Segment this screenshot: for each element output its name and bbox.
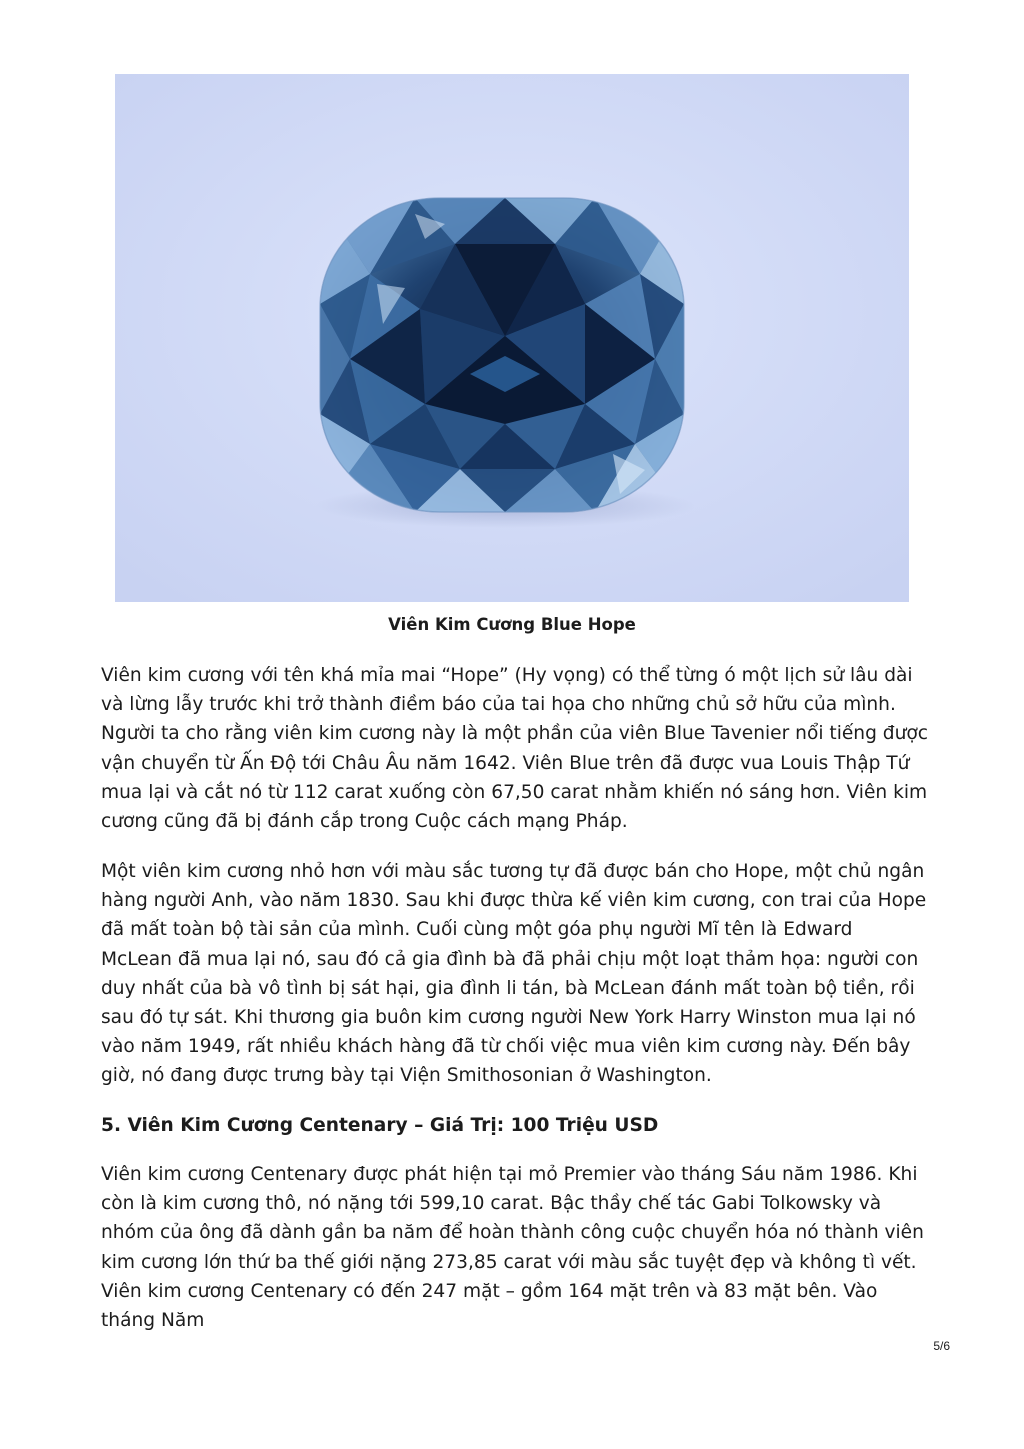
blue-diamond-illustration: [115, 74, 909, 602]
paragraph-hope-history: Viên kim cương với tên khá mỉa mai “Hope” (Hy vọng) có thể từng ó một lịch sử lâu dài và lừng lẫy trước khi trở thành điềm báo của tai họa cho những chủ sở hữu của mình. Người ta cho rằng viên kim cương này là một phần của viên Blue Tavenier nổi tiếng được vận chuyển từ Ấn Độ tới Châu Âu năm 1642. Viên Blue trên đã được vua Louis Thập Tứ mua lại và cắt nó từ 112 carat xuống còn 67,50 carat nhằm khiến nó sáng hơn. Viên kim cương cũng đã bị đánh cắp trong Cuộc cách mạng Pháp.: [101, 665, 928, 833]
section-heading: 5. Viên Kim Cương Centenary – Giá Trị: 100 Triệu USD: [101, 1115, 659, 1136]
paragraph-hope-curse: Một viên kim cương nhỏ hơn với màu sắc tương tự đã được bán cho Hope, một chủ ngân hàng người Anh, vào năm 1830. Sau khi được thừa kế viên kim cương, con trai của Hope đã mất toàn bộ tài sản của mình. Cuối cùng một góa phụ người Mĩ tên là Edward McLean đã mua lại nó, sau đó cả gia đình bà đã phải chịu một loạt thảm họa: người con duy nhất của bà vô tình bị sát hại, gia đình li tán, bà McLean đánh mất toàn bộ tiền, rồi sau đó tự sát. Khi thương gia buôn kim cương người New York Harry Winston mua lại nó vào năm 1949, rất nhiều khách hàng đã từ chối việc mua viên kim cương này. Đến bây giờ, nó đang được trưng bày tại Viện Smithosonian ở Washington.: [101, 861, 927, 1087]
figure-caption: Viên Kim Cương Blue Hope: [388, 615, 636, 634]
page-number: 5/6: [933, 1339, 950, 1353]
diamond-figure: [115, 74, 909, 602]
paragraph-centenary: Viên kim cương Centenary được phát hiện tại mỏ Premier vào tháng Sáu năm 1986. Khi còn là kim cương thô, nó nặng tới 599,10 carat. Bậc thầy chế tác Gabi Tolkowsky và nhóm của ông đã dành gần ba năm để hoàn thành công cuộc chuyển hóa nó thành viên kim cương lớn thứ ba thế giới nặng 273,85 carat với màu sắc tuyệt đẹp và không tì vết. Viên kim cương Centenary có đến 247 mặt – gồm 164 mặt trên và 83 mặt bên. Vào tháng Năm: [101, 1164, 924, 1332]
